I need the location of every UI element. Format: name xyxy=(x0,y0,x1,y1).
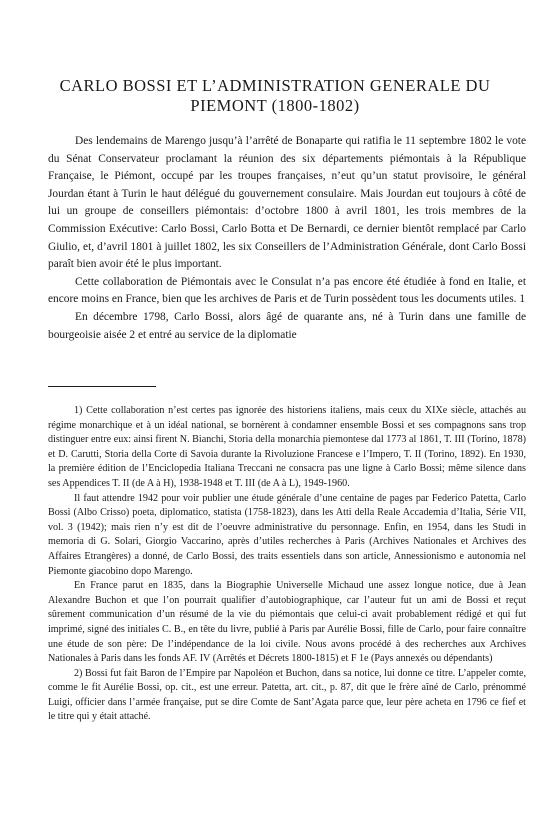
body-paragraph: Des lendemains de Marengo jusqu’à l’arrêté de Bonaparte qui ratifia le 11 septembre 1802 le vote du Sénat Conservateur proclamant la réunion des six départements piémontais à la République Française, le Piémont, occupé par les troupes françaises, n’eut qu’un statut provisoire, le général Jourdan étant à Turin le haut délégué du gouvernement consulaire. Mais Jourdan eut toujours à côté de lui un groupe de conseillers piémontais: d’octobre 1800 à avril 1801, les trois membres de la Commission Exécutive: Carlo Bossi, Carlo Botta et De Bernardi, ce dernier bientôt remplacé par Carlo Giulio, et, d’avril 1801 à juillet 1802, les six Conseillers de l’Administration Générale, dont Carlo Bossi paraît bien avoir été le plus important. xyxy=(48,135,526,271)
body-text xyxy=(48,133,526,344)
footnote: En France parut en 1835, dans la Biographie Universelle Michaud une assez longue notice, due à Jean Alexandre Buchon et que l’on pourrait qualifier d’autobiographique, car l’auteur fut un ami de Bossi et reçut sûrement communication d’un résumé de la vie du piémontais que celui-ci avait probablement rédigé et qui fut imprimé, signé des initiales C. B., en tête du livre, publié à Paris par Aurélie Bossi, fille de Carlo, pour faire connaître une étude de son père: De l’indépendance de la loi civile. Nous avons procédé à des recherches aux Archives Nationales à Paris dans les fonds AF. IV (Arrêtés et Décrets 1800-1815) et F 1e (Pays annexés ou dépendants) xyxy=(48,580,526,665)
title-line-2: PIEMONT (1800-1802) xyxy=(190,96,360,115)
footnote-separator xyxy=(48,386,156,387)
article-title xyxy=(30,76,520,116)
footnote: Il faut attendre 1942 pour voir publier une étude générale d’une centaine de pages par Federico Patetta, Carlo Bossi (Albo Crisso) poeta, diplomatico, statista (1758-1823), dans les Atti della Reale Accademia d’Italia, Série VII, vol. 3 (1942); mais rien n’y est dit de l’oeuvre administrative du personnage. Enfin, en 1954, dans les Studi in memoria di G. Solari, Giorgio Vaccarino, après d’utiles recherches à Paris (Archives Nationales et Archives des Affaires Etrangères) a donné, de Carlo Bossi, des traits essentiels dans son article, Annessionismo e autonomia nel Piemonte giacobino dopo Marengo. xyxy=(48,492,526,577)
body-paragraph: Cette collaboration de Piémontais avec le Consulat n’a pas encore été étudiée à fond en Italie, et encore moins en France, bien que les archives de Paris et de Turin possèdent tous les documents utiles. 1 xyxy=(48,275,526,306)
footnote: 1) Cette collaboration n’est certes pas ignorée des historiens italiens, mais ceux du XIXe siècle, attachés au régime monarchique et à un idéal national, se bornèrent à condamner ensemble Bossi et ses compagnons sans trop distinguer entre eux: ainsi firent N. Bianchi, Storia della monarchia piemontese dal 1773 al 1861, T. III (Torino, 1878) et D. Carutti, Storia della Corte di Savoia durante la Rivoluzione Francese e l’Impero, T. II (Torino, 1892). En 1930, la première édition de l’Enciclopedia Italiana Treccani ne consacra pas une ligne à Carlo Bossi; même silence dans ses Appendices T. II (de A à H), 1938-1948 et T. III (de A à L), 1949-1960. xyxy=(48,405,526,489)
footnotes xyxy=(48,404,526,725)
title-line-1: CARLO BOSSI ET L’ADMINISTRATION GENERALE DU xyxy=(59,76,491,95)
footnote: 2) Bossi fut fait Baron de l’Empire par Napoléon et Buchon, dans sa notice, lui donne ce titre. L’appeler comte, comme le fit Aurélie Bossi, op. cit., est une erreur. Patetta, art. cit., p. 87, dit que le frère aîné de Carlo, prénommé Luigi, officier dans l’armée française, put se dire Comte de Sant’Agata parce que, leur père acheta en 1796 ce fief et le titre qui y était attaché. xyxy=(48,667,526,723)
body-paragraph: En décembre 1798, Carlo Bossi, alors âgé de quarante ans, né à Turin dans une famille de bourgeoisie aisée 2 et entré au service de la diplomatie xyxy=(48,310,526,341)
